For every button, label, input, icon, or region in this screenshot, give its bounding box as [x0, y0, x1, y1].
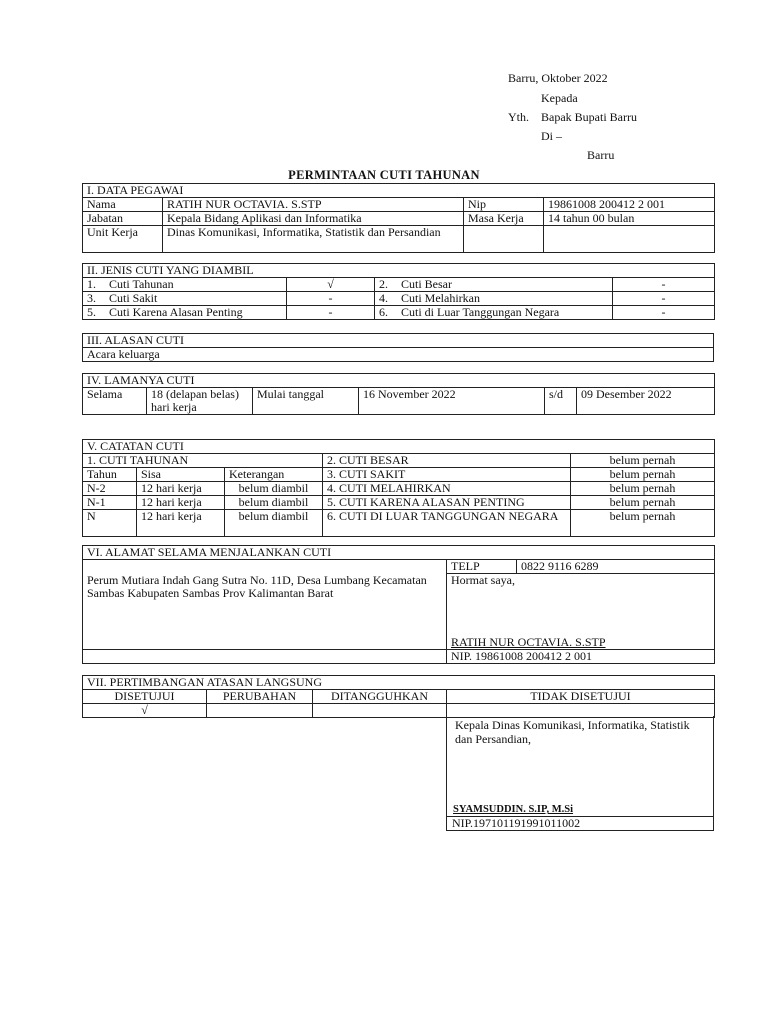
item-mark: √: [287, 278, 375, 292]
item-mark: -: [287, 306, 375, 320]
item-number: 5.: [87, 305, 96, 319]
section-catatan-cuti: [82, 439, 715, 537]
approver-box: [446, 716, 714, 816]
item-mark: -: [287, 292, 375, 306]
sisa-value: 12 hari kerja: [137, 482, 225, 496]
item-label: Cuti di Luar Tanggungan Negara: [401, 305, 560, 319]
place-date: Barru, Oktober 2022: [508, 71, 608, 85]
document-title: PERMINTAAN CUTI TAHUNAN: [288, 168, 480, 182]
keterangan-value: belum diambil: [225, 496, 323, 510]
di-label: Di –: [541, 129, 562, 143]
signature-box: [447, 574, 715, 650]
section-heading: I. DATA PEGAWAI: [83, 184, 715, 198]
jenis-cuti-row: [83, 278, 715, 292]
approver-title: Kepala Dinas Komunikasi, Informatika, Statistik dan Persandian,: [455, 718, 690, 746]
catatan-label: 2. CUTI BESAR: [323, 454, 571, 468]
catatan-label: 4. CUTI MELAHIRKAN: [323, 482, 571, 496]
lama-value: 18 (delapan belas) hari kerja: [147, 388, 253, 415]
sisa-value: 12 hari kerja: [137, 496, 225, 510]
empty-cell: [207, 704, 313, 718]
item-label: Cuti Besar: [401, 277, 452, 291]
keterangan-value: belum diambil: [225, 482, 323, 496]
item-mark: -: [613, 278, 715, 292]
mulai-label: Mulai tanggal: [253, 388, 359, 415]
catatan-status: belum pernah: [571, 468, 715, 482]
approver-name: SYAMSUDDIN. S.IP, M.Si: [453, 804, 574, 815]
check-mark: √: [83, 704, 207, 718]
catatan-label: 6. CUTI DI LUAR TANGGUNGAN NEGARA: [323, 510, 571, 537]
section-alasan-cuti: [82, 333, 714, 362]
cuti-tahunan-label: 1. CUTI TAHUNAN: [83, 454, 323, 468]
empty-cell: [464, 226, 544, 253]
yth-label: Yth.: [508, 110, 529, 124]
empty-cell: [544, 226, 715, 253]
item-number: 4.: [379, 291, 388, 305]
recipient-name: Bapak Bupati Barru: [541, 110, 637, 124]
col-sisa: Sisa: [137, 468, 225, 482]
col-ditangguhkan: DITANGGUHKAN: [313, 690, 447, 704]
jenis-cuti-row: [83, 306, 715, 320]
sisa-value: 12 hari kerja: [137, 510, 225, 537]
catatan-label: 5. CUTI KARENA ALASAN PENTING: [323, 496, 571, 510]
empty-cell: [313, 704, 447, 718]
col-keterangan: Keterangan: [225, 468, 323, 482]
catatan-status: belum pernah: [571, 496, 715, 510]
item-mark: -: [613, 306, 715, 320]
col-tidak-disetujui: TIDAK DISETUJUI: [447, 690, 715, 704]
nip-label: Nip: [464, 198, 544, 212]
jenis-cuti-row: [83, 292, 715, 306]
unit-kerja-value: Dinas Komunikasi, Informatika, Statistik dan Persandian: [163, 226, 464, 253]
tahun-value: N-1: [83, 496, 137, 510]
catatan-status: belum pernah: [571, 510, 715, 537]
section-jenis-cuti: [82, 263, 715, 320]
section-alamat-cuti: [82, 545, 715, 664]
hormat-saya: Hormat saya,: [451, 573, 515, 587]
section-heading: II. JENIS CUTI YANG DIAMBIL: [83, 264, 715, 278]
tanggal-mulai: 16 November 2022: [359, 388, 545, 415]
item-number: 3.: [87, 291, 96, 305]
item-number: 2.: [379, 277, 388, 291]
catatan-status: belum pernah: [571, 454, 715, 468]
selama-label: Selama: [83, 388, 147, 415]
telp-value: 0822 9116 6289: [517, 560, 715, 574]
section-heading: IV. LAMANYA CUTI: [83, 374, 715, 388]
signer-nip: NIP. 19861008 200412 2 001: [447, 649, 715, 663]
catatan-label: 3. CUTI SAKIT: [323, 468, 571, 482]
telp-label: TELP: [447, 560, 517, 574]
item-number: 1.: [87, 277, 96, 291]
signer-name: RATIH NUR OCTAVIA. S.STP: [451, 635, 606, 649]
alasan-value: Acara keluarga: [83, 348, 714, 362]
table-row: [83, 496, 715, 510]
nama-label: Nama: [83, 198, 163, 212]
empty-cell: [83, 560, 447, 574]
section-pertimbangan-atasan: [82, 675, 715, 718]
tahun-value: N: [83, 510, 137, 537]
catatan-status: belum pernah: [571, 482, 715, 496]
jabatan-label: Jabatan: [83, 212, 163, 226]
section-data-pegawai: [82, 183, 715, 253]
masa-kerja-value: 14 tahun 00 bulan: [544, 212, 715, 226]
kepada-label: Kepada: [541, 91, 578, 105]
section-heading: V. CATATAN CUTI: [83, 440, 715, 454]
masa-kerja-label: Masa Kerja: [464, 212, 544, 226]
item-label: Cuti Tahunan: [109, 277, 174, 291]
section-heading: III. ALASAN CUTI: [83, 334, 714, 348]
section-heading: VII. PERTIMBANGAN ATASAN LANGSUNG: [83, 676, 715, 690]
unit-kerja-label: Unit Kerja: [83, 226, 163, 253]
item-label: Cuti Sakit: [109, 291, 158, 305]
section-heading: VI. ALAMAT SELAMA MENJALANKAN CUTI: [83, 546, 715, 560]
nama-value: RATIH NUR OCTAVIA. S.STP: [163, 198, 464, 212]
table-row: [83, 510, 715, 537]
recipient-city: Barru: [587, 148, 615, 162]
item-label: Cuti Karena Alasan Penting: [109, 305, 243, 319]
item-number: 6.: [379, 305, 388, 319]
col-perubahan: PERUBAHAN: [207, 690, 313, 704]
col-disetujui: DISETUJUI: [83, 690, 207, 704]
nip-value: 19861008 200412 2 001: [544, 198, 715, 212]
tahun-value: N-2: [83, 482, 137, 496]
empty-cell: [83, 649, 447, 663]
sd-label: s/d: [545, 388, 577, 415]
approver-nip: NIP.197101191991011002: [446, 816, 714, 831]
jabatan-value: Kepala Bidang Aplikasi dan Informatika: [163, 212, 464, 226]
item-label: Cuti Melahirkan: [401, 291, 480, 305]
keterangan-value: belum diambil: [225, 510, 323, 537]
section-lamanya-cuti: [82, 373, 715, 415]
tanggal-akhir: 09 Desember 2022: [577, 388, 715, 415]
item-mark: -: [613, 292, 715, 306]
col-tahun: Tahun: [83, 468, 137, 482]
alamat-value: Perum Mutiara Indah Gang Sutra No. 11D, Desa Lumbang Kecamatan Sambas Kabupaten Sambas Prov Kalimantan Barat: [83, 574, 447, 650]
table-row: [83, 482, 715, 496]
